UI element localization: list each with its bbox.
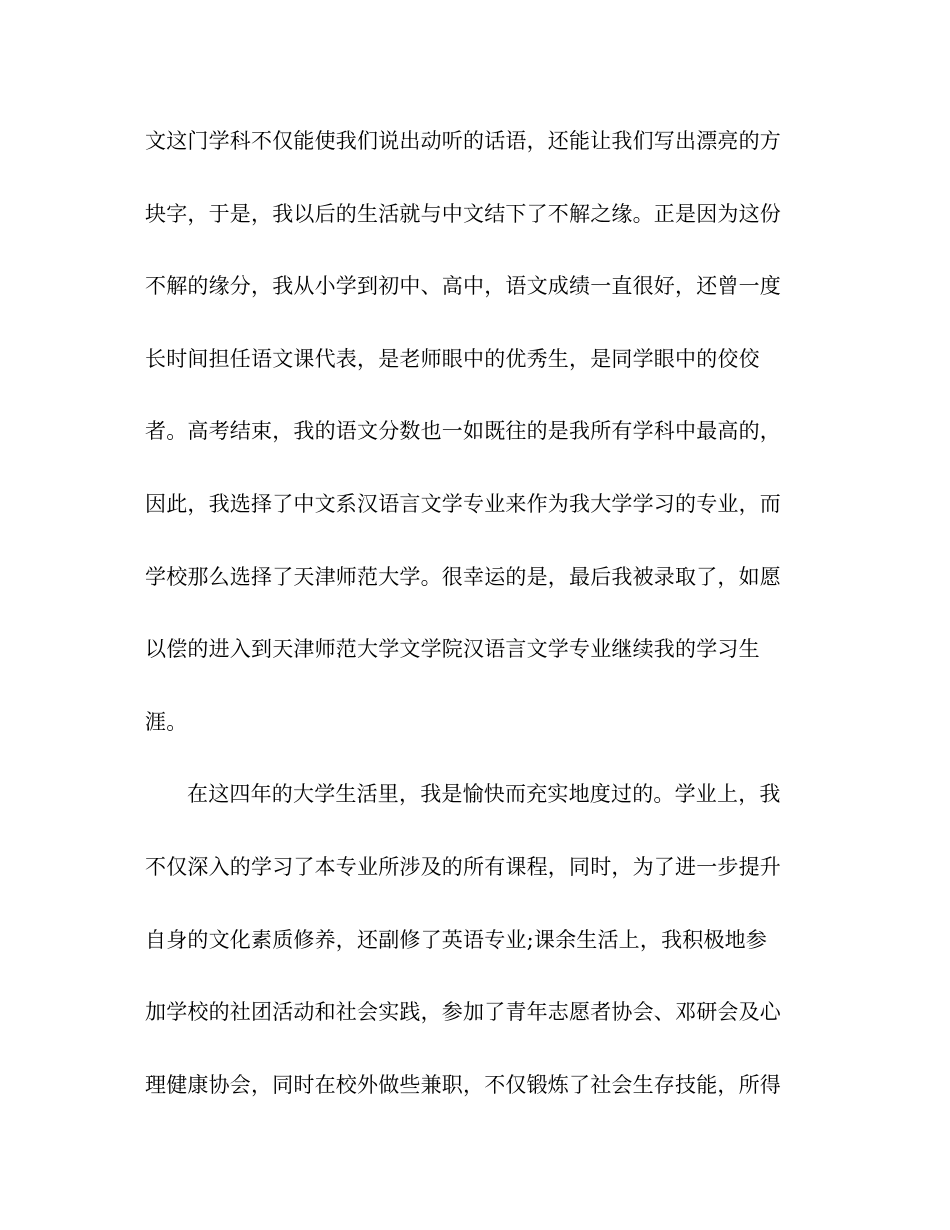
text-line: 学校那么选择了天津师范大学。很幸运的是，最后我被录取了，如愿 bbox=[145, 564, 781, 589]
paragraph-1 bbox=[145, 118, 805, 771]
text-line: 理健康协会，同时在校外做些兼职，不仅锻炼了社会生存技能，所得 bbox=[145, 1072, 781, 1097]
text-line: 在这四年的大学生活里，我是愉快而充实地度过的。学业上，我 bbox=[187, 782, 781, 807]
text-line: 自身的文化素质修养，还副修了英语专业;课余生活上，我积极地参 bbox=[145, 927, 768, 952]
text-line: 文这门学科不仅能使我们说出动听的话语，还能让我们写出漂亮的方 bbox=[145, 129, 781, 153]
paragraph-2 bbox=[145, 771, 805, 1134]
text-line: 加学校的社团活动和社会实践，参加了青年志愿者协会、邓研会及心 bbox=[145, 1000, 781, 1025]
text-line: 不仅深入的学习了本专业所涉及的所有课程，同时，为了进一步提升 bbox=[145, 854, 781, 879]
text-line: 块字，于是，我以后的生活就与中文结下了不解之缘。正是因为这份 bbox=[145, 201, 781, 226]
text-line: 长时间担任语文课代表，是老师眼中的优秀生，是同学眼中的佼佼 bbox=[145, 346, 760, 371]
text-line: 因此，我选择了中文系汉语言文学专业来作为我大学学习的专业，而 bbox=[145, 491, 781, 516]
text-line: 不解的缘分，我从小学到初中、高中，语文成绩一直很好，还曾一度 bbox=[145, 274, 781, 299]
document-body bbox=[145, 118, 805, 1134]
text-line: 者。高考结束，我的语文分数也一如既往的是我所有学科中最高的， bbox=[145, 419, 781, 444]
text-line: 涯。 bbox=[145, 709, 188, 734]
text-line: 以偿的进入到天津师范大学文学院汉语言文学专业继续我的学习生 bbox=[145, 637, 760, 662]
